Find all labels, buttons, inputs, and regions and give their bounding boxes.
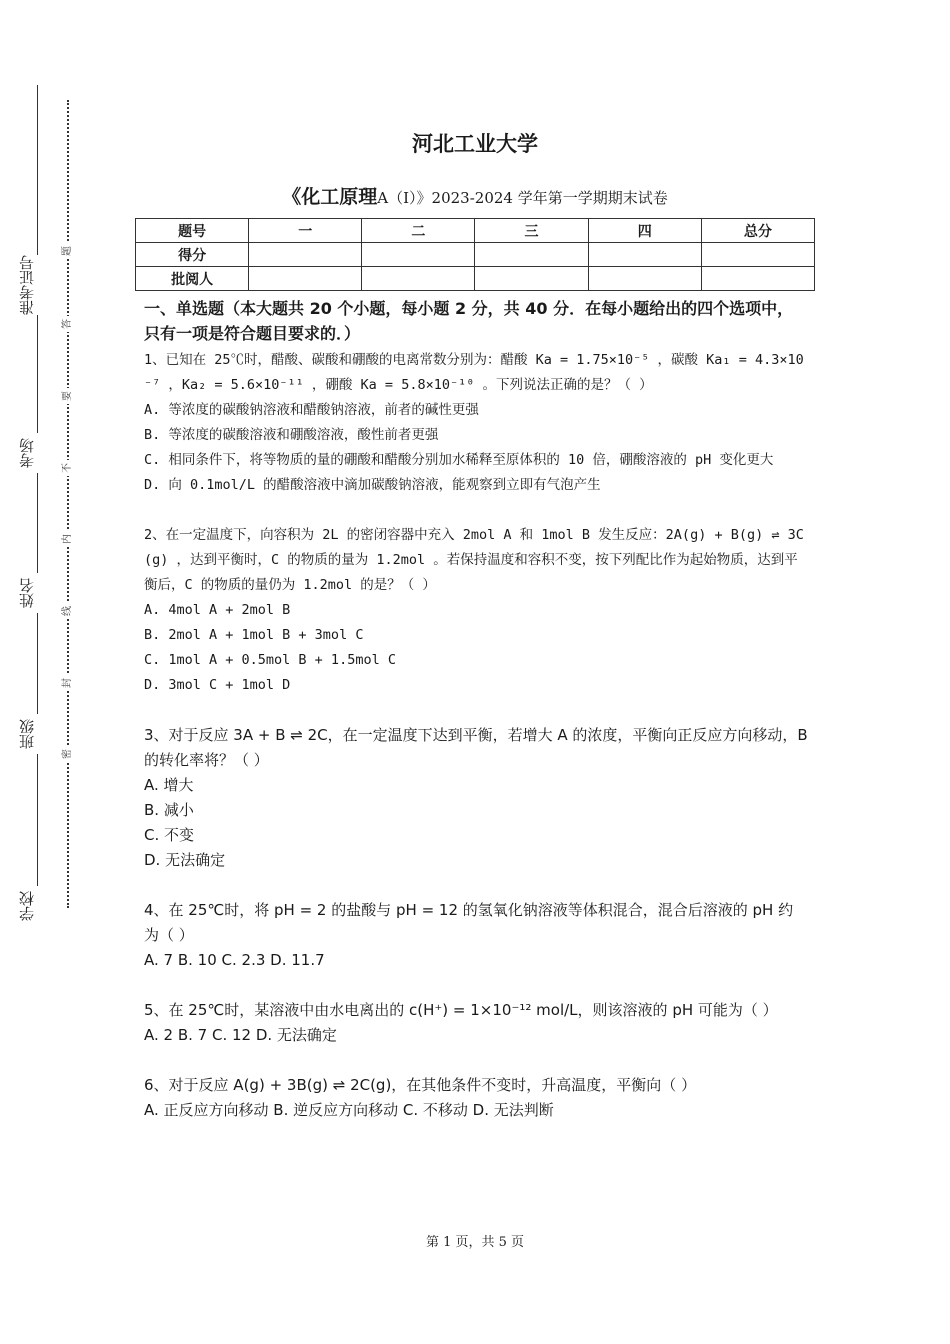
score-cell bbox=[588, 243, 701, 267]
score-cell bbox=[701, 243, 814, 267]
binding-label-school: 学校 bbox=[16, 886, 38, 926]
score-cell bbox=[362, 243, 475, 267]
question-1-stem: 1、已知在 25℃时，醋酸、碳酸和硼酸的电离常数分别为：醋酸 Ka = 1.75×10⁻⁵ ，碳酸 Ka₁ = 4.3×10⁻⁷ ，Ka₂ = 5.6×10⁻¹¹ ，硼酸 Ka = 5.8×10⁻¹⁰ 。下列说法正确的是？（ ） bbox=[144, 352, 804, 393]
question-2-stem: 2、在一定温度下，向容积为 2L 的密闭容器中充入 2mol A 和 1mol B 发生反应：2A(g) + B(g) ⇌ 3C(g) ，达到平衡时，C 的物质的量为 1.2mol 。若保持温度和容积不变，按下列配比作为起始物质，达到平衡后，C 的物质的量仍为 1.2mol 的是？（ ） bbox=[144, 527, 804, 593]
binding-label-exam-room: 考场 bbox=[16, 433, 38, 473]
seal-char: 密 bbox=[60, 746, 76, 762]
question-1-option-c: C. 相同条件下，将等物质的量的硼酸和醋酸分别加水稀释至原体积的 10 倍，硼酸溶液的 pH 变化更大 bbox=[144, 452, 774, 468]
question-1-option-b: B. 等浓度的碳酸溶液和硼酸溶液，酸性前者更强 bbox=[144, 427, 439, 443]
question-3-option-a: A. 增大 bbox=[144, 776, 194, 794]
score-cell bbox=[475, 243, 588, 267]
section-heading: 一、单选题（本大题共 20 个小题，每小题 2 分，共 40 分．在每小题给出的四个选项中，只有一项是符合题目要求的．） bbox=[144, 299, 794, 343]
question-2-option-c: C. 1mol A + 0.5mol B + 1.5mol C bbox=[144, 652, 396, 668]
seal-char: 内 bbox=[60, 531, 76, 547]
score-table-header: 总分 bbox=[701, 219, 814, 243]
question-4-options: A. 7 B. 10 C. 2.3 D. 11.7 bbox=[144, 951, 325, 969]
binding-label-exam-id: 准考证号 bbox=[18, 255, 36, 315]
score-table bbox=[135, 218, 815, 291]
binding-line bbox=[37, 85, 38, 925]
question-3-stem: 3、对于反应 3A + B ⇌ 2C，在一定温度下达到平衡，若增大 A 的浓度，平衡向正反应方向移动，B 的转化率将？（ ） bbox=[144, 726, 813, 769]
question-4-stem: 4、在 25℃时，将 pH = 2 的盐酸与 pH = 12 的氢氧化钠溶液等体积混合，混合后溶液的 pH 约为（ ） bbox=[144, 901, 794, 944]
question-1-option-a: A. 等浓度的碳酸钠溶液和醋酸钠溶液，前者的碱性更强 bbox=[144, 402, 479, 418]
seal-char: 线 bbox=[60, 603, 76, 619]
seal-char: 题 bbox=[60, 243, 76, 259]
exam-term: A（I）》2023-2024 学年第一学期期末试卷 bbox=[377, 189, 668, 207]
score-cell bbox=[362, 267, 475, 291]
page-number: 第 1 页，共 5 页 bbox=[425, 1235, 525, 1250]
score-table-row bbox=[136, 243, 815, 267]
score-table-header: 三 bbox=[475, 219, 588, 243]
question-2-option-a: A. 4mol A + 2mol B bbox=[144, 602, 291, 618]
seal-char: 封 bbox=[60, 675, 76, 691]
binding-label-class: 班级 bbox=[16, 714, 38, 754]
score-cell bbox=[475, 267, 588, 291]
question-3-option-b: B. 减小 bbox=[144, 801, 194, 819]
score-cell bbox=[588, 267, 701, 291]
course-name: 《化工原理 bbox=[282, 186, 378, 208]
question-6-stem: 6、对于反应 A(g) + 3B(g) ⇌ 2C(g)，在其他条件不变时，升高温度，平衡向（ ） bbox=[144, 1076, 697, 1094]
seal-dotted-line bbox=[67, 100, 69, 908]
score-table-header: 一 bbox=[249, 219, 362, 243]
question-6-options: A. 正反应方向移动 B. 逆反应方向移动 C. 不移动 D. 无法判断 bbox=[144, 1101, 554, 1119]
score-table-row bbox=[136, 267, 815, 291]
score-table-header: 二 bbox=[362, 219, 475, 243]
university-title: 河北工业大学 bbox=[412, 132, 538, 156]
seal-char: 要 bbox=[60, 388, 76, 404]
binding-label-name: 姓名 bbox=[16, 573, 38, 613]
score-row-label: 得分 bbox=[136, 243, 249, 267]
question-5-options: A. 2 B. 7 C. 12 D. 无法确定 bbox=[144, 1026, 337, 1044]
score-cell bbox=[701, 267, 814, 291]
score-table-header-row bbox=[136, 219, 815, 243]
question-5-stem: 5、在 25℃时，某溶液中由水电离出的 c(H⁺) = 1×10⁻¹² mol/L，则该溶液的 pH 可能为（ ） bbox=[144, 1001, 778, 1019]
exam-title bbox=[0, 182, 950, 209]
score-table-header: 四 bbox=[588, 219, 701, 243]
question-2-option-d: D. 3mol C + 1mol D bbox=[144, 677, 291, 693]
question-1-option-d: D. 向 0.1mol/L 的醋酸溶液中滴加碳酸钠溶液，能观察到立即有气泡产生 bbox=[144, 477, 601, 493]
score-row-label: 批阅人 bbox=[136, 267, 249, 291]
seal-char: 答 bbox=[60, 316, 76, 332]
question-3-option-c: C. 不变 bbox=[144, 826, 195, 844]
seal-char: 不 bbox=[60, 460, 76, 476]
exam-content bbox=[144, 296, 813, 1123]
score-cell bbox=[249, 267, 362, 291]
score-cell bbox=[249, 243, 362, 267]
score-table-header: 题号 bbox=[136, 219, 249, 243]
question-3-option-d: D. 无法确定 bbox=[144, 851, 226, 869]
question-2-option-b: B. 2mol A + 1mol B + 3mol C bbox=[144, 627, 364, 643]
